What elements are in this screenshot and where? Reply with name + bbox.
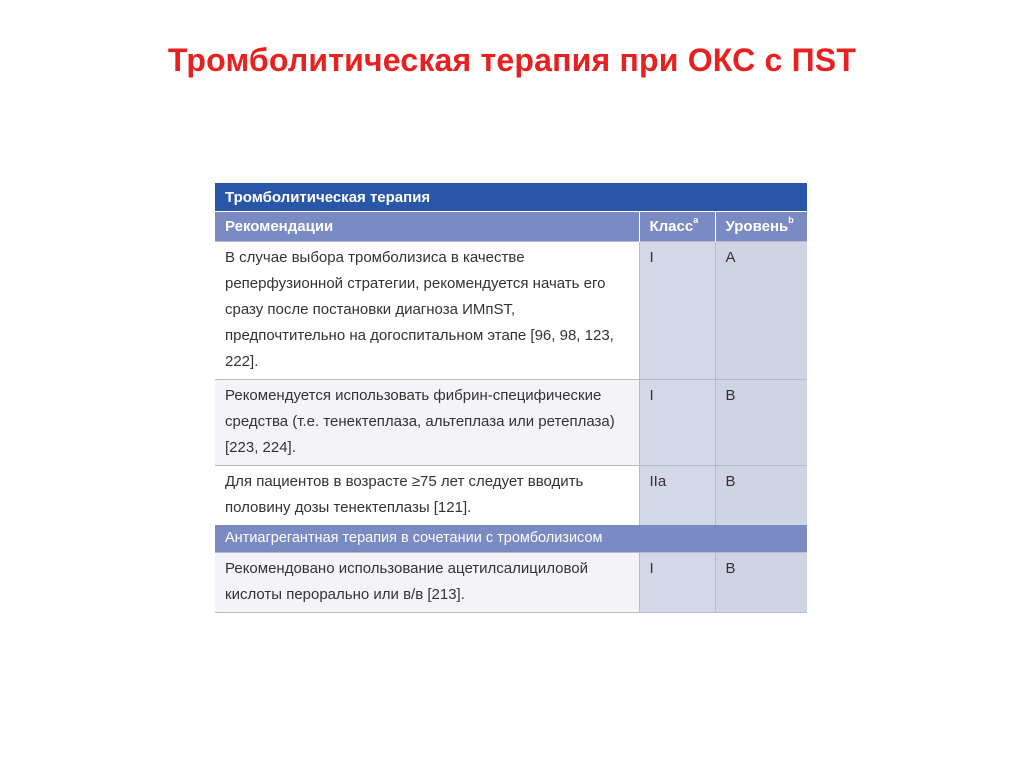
header-class-footnote: a xyxy=(693,215,699,225)
level-value: B xyxy=(715,379,807,465)
table-section-header xyxy=(215,183,807,211)
table-row xyxy=(215,553,807,613)
table-section-title: Тромболитическая терапия xyxy=(215,183,807,211)
table-row xyxy=(215,241,807,379)
header-level: Уровень$^b$ xyxy=(715,211,807,241)
class-value: IIa xyxy=(639,465,715,525)
table-row xyxy=(215,379,807,465)
table-subsection-title: Антиагрегантная терапия в сочетании с тромболизисом xyxy=(215,525,807,553)
level-value: B xyxy=(715,465,807,525)
class-value: I xyxy=(639,553,715,613)
table-subsection-header xyxy=(215,525,807,553)
class-value: I xyxy=(639,379,715,465)
recommendation-text: Рекомендовано использование ацетилсалициловой кислоты перорально или в/в [213]. xyxy=(215,553,639,613)
header-recommendations: Рекомендации xyxy=(215,211,639,241)
class-value: I xyxy=(639,241,715,379)
recommendations-table xyxy=(215,183,807,613)
recommendation-text: Рекомендуется использовать фибрин-специфические средства (т.е. тенектеплаза, альтеплаза или ретеплаза) [223, 224]. xyxy=(215,379,639,465)
table-row xyxy=(215,465,807,525)
level-value: A xyxy=(715,241,807,379)
header-level-footnote: b xyxy=(788,215,794,225)
header-class: Класс$^a$ xyxy=(639,211,715,241)
level-value: B xyxy=(715,553,807,613)
table-column-headers xyxy=(215,211,807,241)
recommendation-text: В случае выбора тромболизиса в качестве реперфузионной стратегии, рекомендуется начать его сразу после постановки диагноза ИМпST, предпочтительно на догоспитальном этапе [96, 98, 123, 222]. xyxy=(215,241,639,379)
slide-title: Тромболитическая терапия при ОКС с ПST xyxy=(167,42,857,78)
recommendation-text: Для пациентов в возрасте ≥75 лет следует вводить половину дозы тенектеплазы [121]. xyxy=(215,465,639,525)
